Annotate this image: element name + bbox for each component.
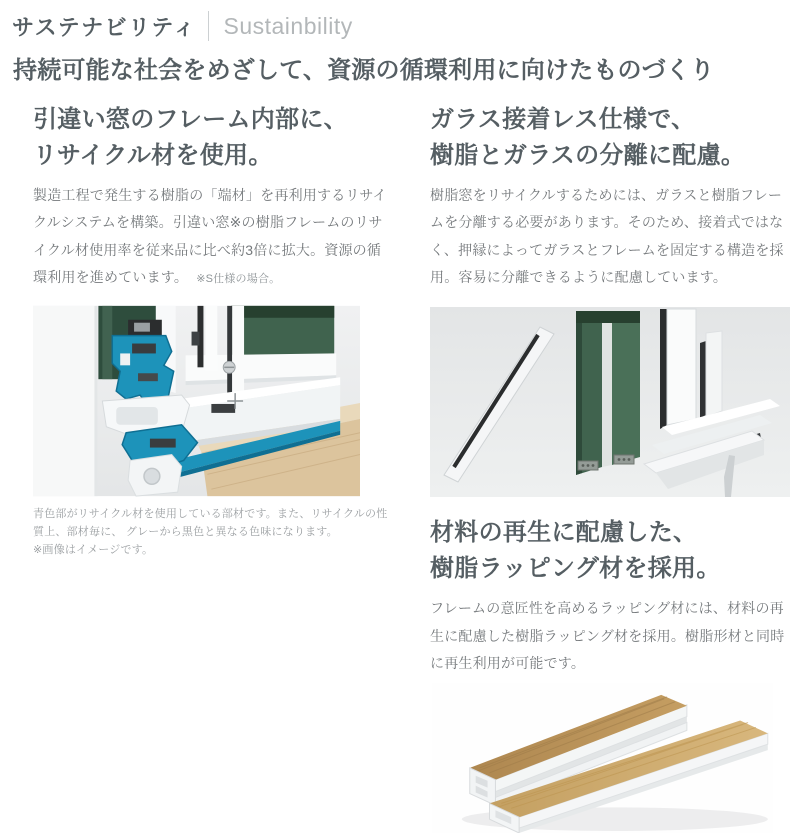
separation-section-heading bbox=[430, 102, 790, 174]
wrapping-section-heading bbox=[430, 515, 790, 587]
figure-glass-frame-separation bbox=[430, 307, 790, 497]
glass-frame-exploded-photo bbox=[430, 307, 790, 497]
section-wrapping-material bbox=[430, 515, 790, 833]
section-recycled-material bbox=[33, 102, 390, 833]
wrapping-heading-line2: 樹脂ラッピング材を採用。 bbox=[430, 555, 721, 583]
wrapping-section-body: フレームの意匠性を高めるラッピング材には、材料の再生に配慮した樹脂ラッピング材を採用。樹脂形材と同時に再生利用が可能です。 bbox=[430, 600, 785, 671]
wood-wrapped-profiles-photo bbox=[430, 683, 775, 833]
recycle-heading-line2: リサイクル材を使用。 bbox=[33, 142, 273, 170]
recycle-body-text: 製造工程で発生する樹脂の「端材」を再利用するリサイクルシステムを構築。引違い窓※の樹脂フレームのリサイクル材使用率を従来品に比べ約3倍に拡大。資源の循環利用を進めています。 bbox=[33, 187, 387, 286]
frame-gasket bbox=[700, 341, 706, 418]
page-header bbox=[12, 6, 788, 46]
caption-line2: グレーから黒色と異なる色味になります。 bbox=[125, 525, 338, 538]
double-glazing-unit bbox=[576, 311, 640, 475]
window-sill-cross-section-photo bbox=[33, 305, 360, 497]
content-columns bbox=[12, 102, 788, 833]
wrapping-heading-line1: 材料の再生に配慮した、 bbox=[430, 519, 698, 547]
frame-gasket bbox=[660, 309, 667, 429]
section-right-column bbox=[430, 102, 790, 833]
recycle-spec-note: ※S仕様の場合。 bbox=[196, 273, 281, 286]
caption-image-note: ※画像はイメージです。 bbox=[33, 543, 154, 556]
separation-section-body: 樹脂窓をリサイクルするためには、ガラスと樹脂フレームを分離する必要があります。そのため、接着式ではなく、押縁によってガラスとフレームを固定する構造を採用。容易に分離できるように配慮しています。 bbox=[430, 187, 784, 286]
page-title-english: Sustainbility bbox=[223, 12, 353, 39]
figure-wrapped-profiles bbox=[430, 683, 790, 833]
page-title-japanese: サステナビリティ bbox=[12, 14, 197, 40]
wall bbox=[33, 306, 97, 496]
caption-line1: 青色部がリサイクル材を使用している部材です。また、リサイクルの性質上、部材毎に、 bbox=[33, 508, 388, 538]
recycle-section-heading bbox=[33, 102, 390, 174]
separation-heading-line1: ガラス接着レス仕様で、 bbox=[430, 106, 696, 134]
title-divider bbox=[208, 11, 209, 41]
separation-heading-line2: 樹脂とガラスの分離に配慮。 bbox=[430, 142, 746, 170]
recycle-image-caption bbox=[33, 506, 390, 559]
recycle-section-body bbox=[33, 182, 390, 291]
recycle-heading-line1: 引違い窓のフレーム内部に、 bbox=[33, 106, 348, 134]
main-heading: 持続可能な社会をめざして、資源の循環利用に向けたものづくり bbox=[13, 57, 715, 84]
figure-recycled-frame-cross-section bbox=[33, 305, 390, 497]
